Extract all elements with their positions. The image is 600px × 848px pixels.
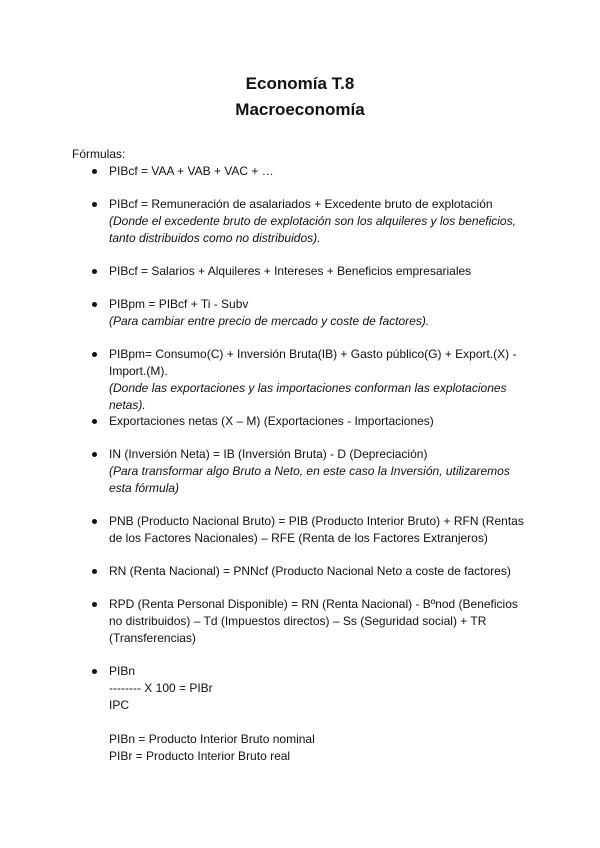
bullet-icon [92, 519, 97, 524]
formula-item [109, 163, 541, 180]
document-title: Economía T.8 [245, 74, 355, 93]
formula-note: (Donde el excedente bruto de explotación son los alquileres y los beneficios, [109, 214, 516, 228]
formula-item [109, 513, 541, 547]
formula-note: (Para cambiar entre precio de mercado y coste de factores). [109, 314, 430, 328]
definition-text: PIBn = Producto Interior Bruto nominal [109, 732, 315, 746]
formula-text: RN (Renta Nacional) = PNNcf (Producto Nacional Neto a coste de factores) [109, 564, 511, 578]
formula-item [109, 413, 541, 430]
bullet-icon [92, 269, 97, 274]
bullet-icon [92, 569, 97, 574]
bullet-icon [92, 302, 97, 307]
formula-text: -------- X 100 = PIBr [109, 681, 213, 695]
formula-text: de los Factores Nacionales) – RFE (Renta de los Factores Extranjeros) [109, 531, 488, 545]
formula-note: (Para transformar algo Bruto a Neto, en este caso la Inversión, utilizaremos [109, 464, 510, 478]
formula-item [109, 296, 541, 330]
formula-item [109, 563, 541, 580]
bullet-icon [92, 169, 97, 174]
formula-text: PIBpm = PIBcf + Ti - Subv [109, 297, 249, 311]
formula-text: IPC [109, 698, 130, 712]
formula-item [109, 196, 541, 247]
bullet-icon [92, 352, 97, 357]
formula-text: PIBcf = VAA + VAB + VAC + … [109, 164, 274, 178]
definition-text: PIBr = Producto Interior Bruto real [109, 749, 291, 763]
formula-text: PIBcf = Remuneración de asalariados + Excedente bruto de explotación [109, 197, 493, 211]
formula-note: netas). [109, 398, 146, 412]
formula-text: (Transferencias) [109, 631, 196, 645]
bullet-icon [92, 669, 97, 674]
formula-item [109, 446, 541, 497]
formula-item [109, 263, 541, 280]
formula-item [109, 596, 541, 647]
formula-text: PIBn [109, 664, 136, 678]
formula-note: esta fórmula) [109, 481, 180, 495]
formula-text: RPD (Renta Personal Disponible) = RN (Renta Nacional) - Bºnod (Beneficios [109, 597, 518, 611]
formula-text: Import.(M). [109, 364, 168, 378]
formula-text: IN (Inversión Neta) = IB (Inversión Bruta) - D (Depreciación) [109, 447, 428, 461]
bullet-icon [92, 452, 97, 457]
document-subtitle: Macroeconomía [235, 100, 365, 119]
formula-text: PNB (Producto Nacional Bruto) = PIB (Producto Interior Bruto) + RFN (Rentas [109, 514, 524, 528]
formula-text: Exportaciones netas (X – M) (Exportaciones - Importaciones) [109, 414, 434, 428]
formula-text: PIBpm= Consumo(C) + Inversión Bruta(IB) + Gasto público(G) + Export.(X) - [109, 347, 517, 361]
formula-text: no distribuidos) – Td (Impuestos directos) – Ss (Seguridad social) + TR [109, 614, 487, 628]
formula-item [109, 346, 541, 414]
bullet-icon [92, 602, 97, 607]
formula-item [109, 663, 541, 765]
formula-text: PIBcf = Salarios + Alquileres + Intereses + Beneficios empresariales [109, 264, 472, 278]
bullet-icon [92, 419, 97, 424]
bullet-icon [92, 202, 97, 207]
formula-note: (Donde las exportaciones y las importaciones conforman las explotaciones [109, 381, 507, 395]
formula-note: tanto distribuidos como no distribuidos). [109, 231, 321, 245]
formulas-label: Fórmulas: [72, 147, 126, 161]
